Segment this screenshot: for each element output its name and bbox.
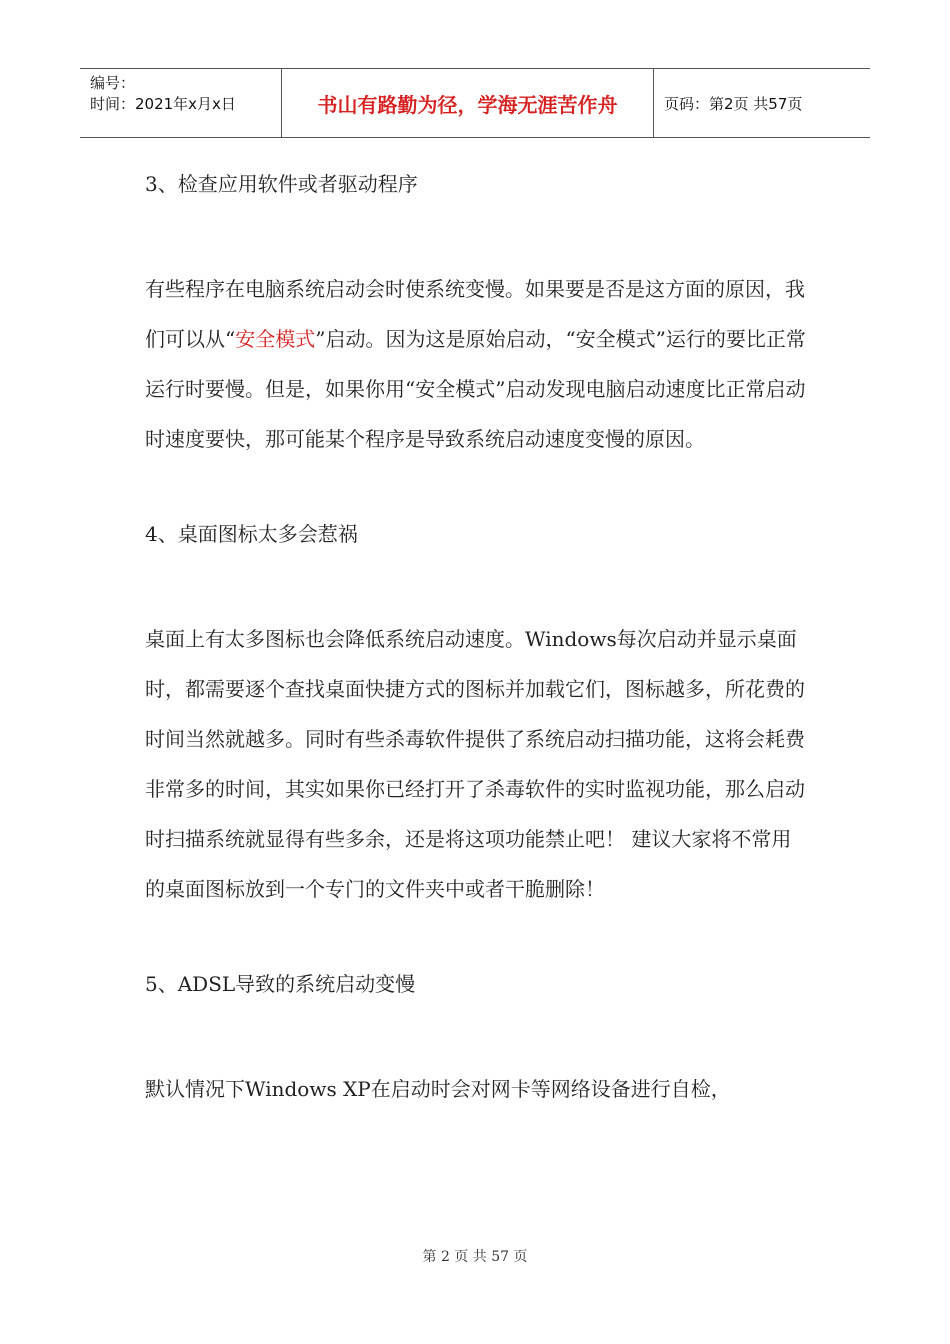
section-heading-5: 5、ADSL导致的系统启动变慢 <box>145 972 416 996</box>
section-heading-4: 4、桌面图标太多会惹祸 <box>145 522 358 546</box>
section-paragraph-4: 桌面上有太多图标也会降低系统启动速度。Windows每次启动并显示桌面时，都需要逐个查找桌面快捷方式的图标并加载它们，图标越多，所花费的时间当然就越多。同时有些杀毒软件提供了系统启动扫描功能，这将会耗费非常多的时间，其实如果你已经打开了杀毒软件的实时监视功能，那么启动时扫描系统就显得有些多余，还是将这项功能禁止吧！ 建议大家将不常用的桌面图标放到一个专门的文件夹中或者干脆删除！ <box>145 627 805 901</box>
header-page-info: 页码：第2页 共57页 <box>664 94 803 113</box>
document-body <box>145 166 810 1114</box>
paragraph-text: ”启动。因为这是原始启动，“安全模式”运行的要比正常运行时要慢。但是，如果你用“安全模式”启动发现电脑启动速度比正常启动时速度要快，那可能某个程序是导致系统启动速度变慢的原因。 <box>145 327 806 451</box>
section-paragraph-3 <box>145 264 810 464</box>
number-label: 编号： <box>90 74 136 92</box>
page-footer: 第 2 页 共 57 页 <box>422 1249 528 1265</box>
page-header <box>80 68 870 138</box>
time-label: 时间：2021年x月x日 <box>90 95 236 113</box>
highlight-link-safe-mode[interactable]: 安全模式 <box>235 327 316 351</box>
header-motto: 书山有路勤为径，学海无涯苦作舟 <box>282 69 654 137</box>
section-heading-3: 3、检查应用软件或者驱动程序 <box>145 172 418 196</box>
paragraph-text: 有些程序在电脑系统启动会时使系统变慢。如果要是否是这方面的原因，我们可以从“ <box>145 277 805 351</box>
header-meta <box>80 69 282 137</box>
section-paragraph-5: 默认情况下Windows XP在启动时会对网卡等网络设备进行自检， <box>145 1077 731 1101</box>
